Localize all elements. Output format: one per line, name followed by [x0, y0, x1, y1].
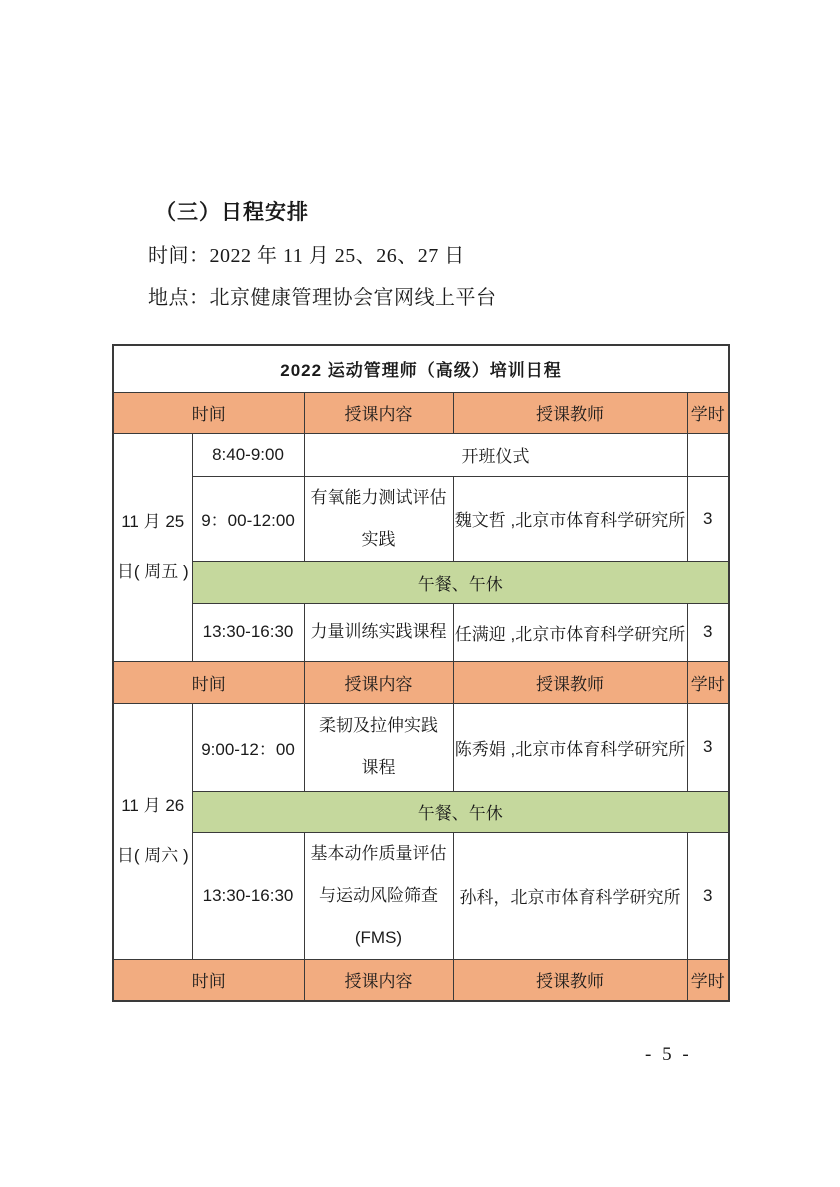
section-heading: （三）日程安排 [155, 200, 309, 224]
credit-hours-cell: 3 [687, 603, 729, 661]
header-teacher: 授课教师 [453, 392, 687, 433]
text-line: (FMS) [354, 927, 403, 947]
time-cell: 9：00-12:00 [192, 476, 304, 561]
course-content-cell [304, 703, 453, 791]
header-hours: 学时 [687, 661, 729, 703]
text-line: 课程 [361, 758, 396, 777]
credit-hours-cell [687, 433, 729, 476]
lunch-cell: 午餐、午休 [192, 561, 729, 603]
date-cell [113, 703, 192, 959]
teacher-cell: 魏文哲 ,北京市体育科学研究所 [453, 476, 687, 561]
credit-hours-cell: 3 [687, 832, 729, 959]
course-content-cell [304, 603, 453, 661]
lunch-row [113, 791, 729, 832]
lunch-row [113, 561, 729, 603]
table-row [113, 832, 729, 959]
date-line: 日( 周五 ) [116, 562, 189, 581]
header-time: 时间 [113, 392, 304, 433]
course-content-cell [304, 476, 453, 561]
table-row [113, 433, 729, 476]
header-hours: 学时 [687, 959, 729, 1001]
header-row [113, 661, 729, 703]
date-line: 11 月 26 [121, 796, 185, 815]
teacher-cell: 孙科，北京市体育科学研究所 [453, 832, 687, 959]
header-row [113, 959, 729, 1001]
training-time-line: 时间：2022 年 11 月 25、26、27 日 [148, 245, 465, 267]
text-line: 力量训练实践课程 [310, 622, 447, 641]
header-teacher: 授课教师 [453, 661, 687, 703]
text-line: 基本动作质量评估 [310, 843, 447, 863]
text-line: 实践 [361, 529, 396, 549]
teacher-cell: 任满迎 ,北京市体育科学研究所 [453, 603, 687, 661]
credit-hours-cell: 3 [687, 476, 729, 561]
table-row [113, 703, 729, 791]
table-row [113, 603, 729, 661]
header-content: 授课内容 [304, 392, 453, 433]
time-cell: 9:00-12：00 [192, 703, 304, 791]
header-content: 授课内容 [304, 959, 453, 1001]
date-line: 11 月 25 [121, 512, 185, 531]
lunch-cell: 午餐、午休 [192, 791, 729, 832]
credit-hours-cell: 3 [687, 703, 729, 791]
time-cell: 13:30-16:30 [192, 603, 304, 661]
date-line: 日( 周六 ) [116, 846, 189, 865]
teacher-cell: 陈秀娟 ,北京市体育科学研究所 [453, 703, 687, 791]
header-content: 授课内容 [304, 661, 453, 703]
header-hours: 学时 [687, 392, 729, 433]
page-number: - 5 - [645, 1044, 692, 1065]
text-line: 柔韧及拉伸实践 [319, 716, 438, 735]
time-cell: 13:30-16:30 [192, 832, 304, 959]
time-cell: 8:40-9:00 [192, 433, 304, 476]
table-row [113, 476, 729, 561]
header-teacher: 授课教师 [453, 959, 687, 1001]
text-line: 与运动风险筛查 [319, 885, 438, 905]
header-time: 时间 [113, 661, 304, 703]
table-title: 2022 运动管理师（高级）培训日程 [113, 345, 729, 392]
event-cell: 开班仪式 [304, 433, 687, 476]
date-cell [113, 433, 192, 661]
text-line: 有氧能力测试评估 [310, 487, 447, 507]
training-location-line: 地点：北京健康管理协会官网线上平台 [148, 287, 497, 309]
header-time: 时间 [113, 959, 304, 1001]
header-row [113, 392, 729, 433]
course-content-cell [304, 832, 453, 959]
schedule-table [112, 344, 730, 1002]
